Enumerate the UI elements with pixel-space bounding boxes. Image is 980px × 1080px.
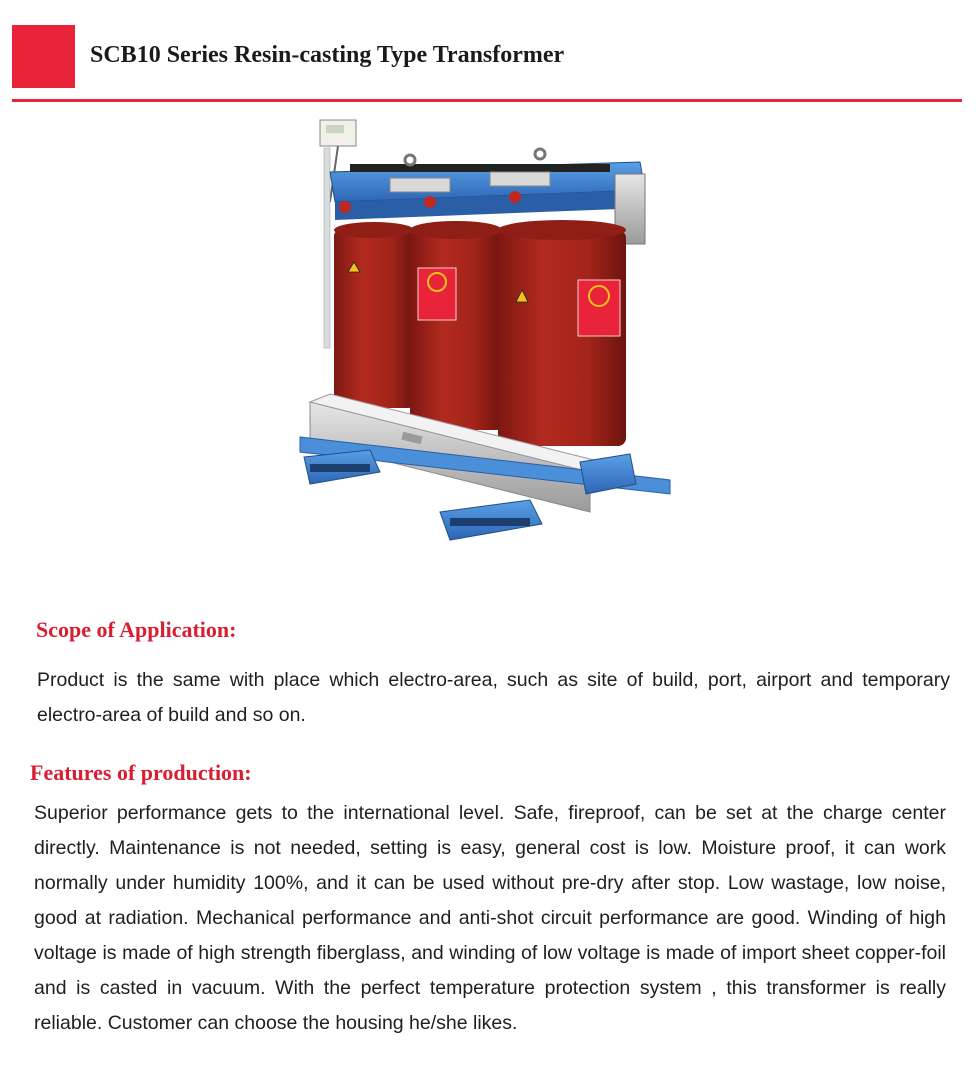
scope-heading: Scope of Application: [36,617,237,642]
coil-right [498,220,626,446]
header-divider [12,99,962,102]
header-accent-square [12,25,75,88]
coil-left [334,222,414,408]
scope-text: Product is the same with place which electro-area, such as site of build, port, airport and temporary electro-area of build and so on. [37,669,950,726]
transformer-illustration [290,112,680,552]
coil-middle [410,221,502,430]
features-text: Superior performance gets to the international level. Safe, fireproof, can be set at the charge center directly. Maintenance is not needed, setting is easy, general cost is low. Moisture proof, it can work normally under humidity 100%, and it can be used without pre-dry after stop. Low wastage, low noise, good at radiation. Mechanical performance and anti-shot circuit performance are good. Winding of high voltage is made of high strength fiberglass, and winding of low voltage is made of import sheet copper-foil and is casted in vacuum. With the perfect temperature protection system , this transformer is really reliable. Customer can choose the housing he/she likes. [34,802,946,1034]
page-title: SCB10 Series Resin-casting Type Transformer [90,42,565,68]
features-heading: Features of production: [30,760,252,785]
